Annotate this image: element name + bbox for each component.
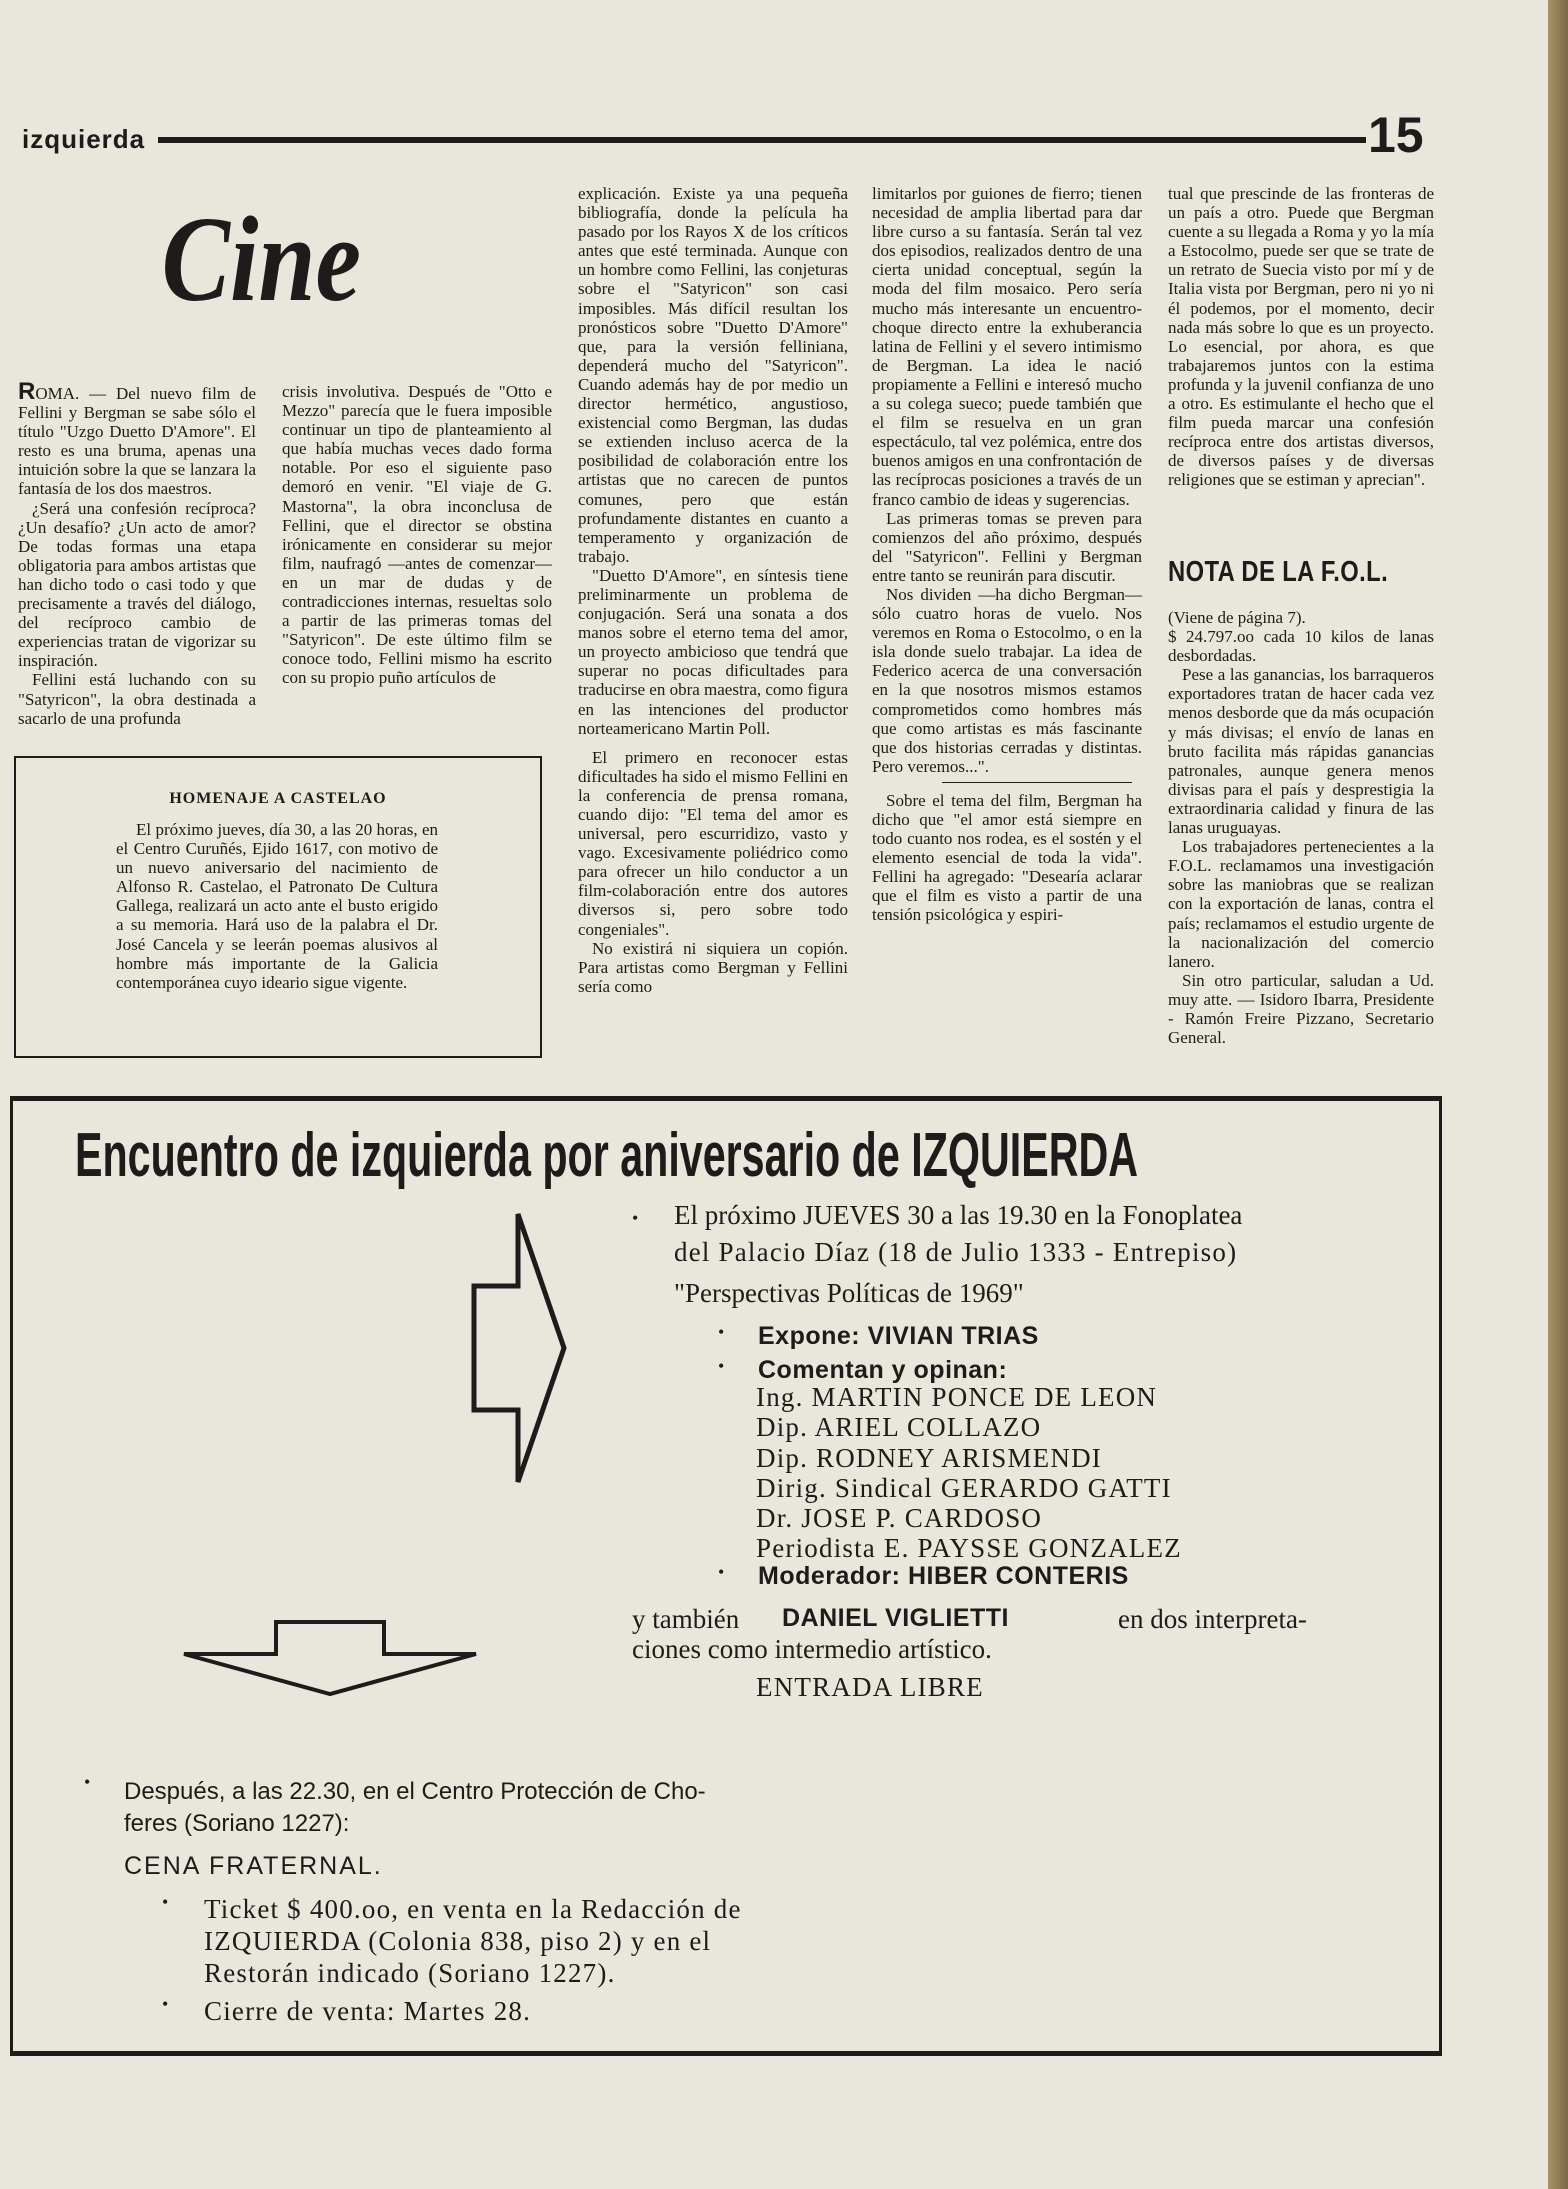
page-number: 15 bbox=[1368, 107, 1424, 163]
article-column-2 bbox=[282, 382, 552, 688]
col1-paragraph-1 bbox=[18, 378, 256, 499]
ticket-deadline: Cierre de venta: Martes 28. bbox=[204, 1996, 532, 2026]
fol-paragraph-2: $ 24.797.oo cada 10 kilos de lanas desbordadas. bbox=[1168, 627, 1434, 666]
fol-paragraph-4: Los trabajadores pertenecientes a la F.O.L. reclamamos una investigación sobre las maniobras que se realizan con la exportación de lanas, contra el país; reclamamos el estudio urgente de la nacionalización del comercio lanero. bbox=[1168, 837, 1434, 971]
fol-heading: NOTA DE LA F.O.L. bbox=[1168, 556, 1389, 588]
homenaje-box bbox=[14, 756, 542, 1058]
section-name: izquierda bbox=[22, 124, 146, 154]
bullet-icon: • bbox=[162, 1994, 169, 2014]
page-edge bbox=[1548, 0, 1568, 2189]
fol-paragraph-3: Pese a las ganancias, los barraqueros exportadores tratan de hacer cada vez menos desborde que da más ocupación y más divisas; el envío de lanas en bruto facilita más rápidas ganancias patronales, aunque genera menos divisas para el país y desprestigia la extraordinaria calidad y finura de las lanas uruguayas. bbox=[1168, 665, 1434, 838]
also-detail-2: ciones como intermedio artístico. bbox=[632, 1634, 992, 1664]
ticket-line-3: Restorán indicado (Soriano 1227). bbox=[204, 1958, 616, 1988]
bullet-icon: • bbox=[718, 1356, 725, 1376]
cine-logo-text: Cine bbox=[161, 196, 361, 324]
fol-paragraph-1: (Viene de página 7). bbox=[1168, 608, 1306, 627]
event-line-1: El próximo JUEVES 30 a las 19.30 en la Fonoplatea bbox=[674, 1200, 1243, 1230]
also-performer: DANIEL VIGLIETTI bbox=[782, 1604, 1009, 1632]
event-theme: "Perspectivas Políticas de 1969" bbox=[674, 1278, 1024, 1308]
col2-paragraph-1: crisis involutiva. Después de "Otto e Mezzo" parecía que le fuera imposible continuar un tipo de planteamiento al que había muchas veces dado forma notable. Por eso el siguiente paso demoró en venir. "El viaje de G. Mastorna", la obra inconclusa de Fellini, que el director se obstina irónicamente en considerar su mejor film, naufragó —antes de comenzar— en un mar de dudas y de contradicciones internas, resueltas solo a partir de las primeras tomas del "Satyricon". De este último film se conoce todo, Fellini mismo ha escrito con su propio puño artículos de bbox=[282, 382, 552, 688]
dinner-title: CENA FRATERNAL. bbox=[124, 1852, 383, 1880]
fol-paragraph-5: Sin otro particular, saludan a Ud. muy atte. — Isidoro Ibarra, Presidente - Ramón Freire Pizzano, Secretario General. bbox=[1168, 970, 1434, 1048]
col3-paragraph-4: No existirá ni siquiera un copión. Para artistas como Bergman y Fellini sería como bbox=[578, 938, 848, 996]
event-moderator: Moderador: HIBER CONTERIS bbox=[758, 1562, 1129, 1590]
col5-paragraph-1: tual que prescinde de las fronteras de un país a otro. Puede que Bergman cuente a su llegada a Roma y yo la mía a Estocolmo, puede ser que se trate de un retrato de Suecia visto por mí y de Italia vista por Bergman, pero ni yo ni él podemos, por el momento, decir nada más sobre lo que es un proyecto. Lo esencial, por ahora, es que trabajaremos juntos con la estima profunda y la juvenil confianza de uno a otro. Es estimulante el hecho que el film pueda marcar una confesión recíproca entre dos artistas diversos, de diversos países y de diversas religiones que se estiman y aprecian". bbox=[1168, 184, 1434, 490]
panelist: Dip. ARIEL COLLAZO bbox=[756, 1412, 1042, 1442]
article-column-5 bbox=[1168, 184, 1434, 490]
event-title: Encuentro de izquierda por aniversario de IZQUIERDA bbox=[75, 1121, 1139, 1190]
masthead-rule bbox=[158, 137, 1366, 143]
col3-paragraph-2: "Duetto D'Amore", en síntesis tiene preliminarmente un problema de conjugación. Será una sonata a dos manos sobre el eterno tema del amor, un proyecto ambicioso que tendrá que superar no pocas dificultades para traducirse en obra maestra, como figura en las intenciones del productor norteamericano Martin Poll. bbox=[578, 565, 848, 738]
article-column-3 bbox=[578, 184, 848, 996]
article-column-4 bbox=[872, 184, 1142, 925]
homenaje-text: El próximo jueves, día 30, a las 20 horas, en el Centro Curuñés, Ejido 1617, con motivo de un nuevo aniversario del nacimiento de Alfonso R. Castelao, el Patronato De Cultura Gallega, realizará un acto ante el busto erigido a su memoria. Hará uso de la palabra el Dr. José Cancela y se leerán poemas alusivos al hombre más importante de la Galicia contemporánea cuyo ideario sigue vigente. bbox=[116, 820, 438, 992]
event-commentators-label: Comentan y opinan: bbox=[758, 1356, 1008, 1384]
col4-paragraph-1: limitarlos por guiones de fierro; tienen necesidad de amplia libertad para dar libre curso a su fantasía. Serán tal vez dos episodios, realizados dentro de una cierta unidad conceptual, según la moda del film mosaico. Pero sería mucho más interesante un encuentro-choque directo entre la exhuberancia latina de Fellini y el severo intimismo de Bergman. La idea le nació propiamente a Fellini e interesó mucho a su colega sueco; puede también que el film se resuelva en un gran espectáculo, tal vez polémica, entre dos buenos amigos en una confrontación de las recíprocas posiciones a través de un franco cambio de ideas y sugerencias. bbox=[872, 184, 1142, 509]
ticket-line-2: IZQUIERDA (Colonia 838, piso 2) y en el bbox=[204, 1926, 712, 1956]
panelist: Dirig. Sindical GERARDO GATTI bbox=[756, 1473, 1172, 1503]
event-line-2: del Palacio Díaz (18 de Julio 1333 - Entrepiso) bbox=[674, 1237, 1238, 1267]
col3-paragraph-1: explicación. Existe ya una pequeña bibliografía, donde la película ha pasado por los Rayos X de los críticos antes que esté terminada. Aunque con un hombre como Fellini, las conjeturas sobre el "Satyricon" son casi imposibles. Más difícil resultan los pronósticos sobre "Duetto D'Amore" que, para la versión felliniana, dependerá mucho del "Satyricon". Cuando además hay de por medio un director hermético, angustioso, existencial como Bergman, las dudas se extienden incluso acerca de la posibilidad de colaboración entre los artistas que no carecen de puntos comunes, pero que están profundamente distantes en cuanto a temperamento y organización de trabajo. bbox=[578, 184, 848, 566]
also-intro: y también bbox=[632, 1604, 740, 1634]
down-arrow-outline-icon bbox=[180, 1618, 480, 1698]
col1-paragraph-2: ¿Será una confesión recíproca? ¿Un desafío? ¿Un acto de amor? De todas formas una etapa obligatoria para ambos artistas que han dicho todo o casi todo y que precisamente a través del diálogo, del recíproco cambio de experiencias tratan de vigorizar su inspiración. bbox=[18, 498, 256, 671]
col4-paragraph-2: Las primeras tomas se preven para comienzos del año próximo, después del "Satyricon". Fellini y Bergman entre tanto se reunirán para discutir. bbox=[872, 508, 1142, 585]
cine-logo bbox=[160, 196, 396, 324]
homenaje-title: HOMENAJE A CASTELAO bbox=[169, 790, 387, 807]
panelist: Ing. MARTIN PONCE DE LEON bbox=[756, 1382, 1158, 1412]
col1-paragraph-3: Fellini está luchando con su "Satyricon", la obra destinada a sacarlo de una profunda bbox=[18, 670, 256, 728]
article-column-1 bbox=[18, 378, 256, 728]
ticket-line-1: Ticket $ 400.oo, en venta en la Redacción de bbox=[204, 1894, 742, 1924]
event-speaker: Expone: VIVIAN TRIAS bbox=[758, 1322, 1039, 1350]
dinner-line-1: Después, a las 22.30, en el Centro Protección de Cho- bbox=[124, 1778, 706, 1805]
col3-paragraph-3: El primero en reconocer estas dificultades ha sido el mismo Fellini en la conferencia de prensa romana, cuando dijo: "El tema del amor es universal, pero escurridizo, vasto y vago. Excesivamente poliédrico como para ofrecer un hilo conductor a un film-colaboración entre dos autores diversos si, pero sobre todo congeniales". bbox=[578, 747, 848, 939]
panelist: Dip. RODNEY ARISMENDI bbox=[756, 1443, 1102, 1473]
free-entry: ENTRADA LIBRE bbox=[756, 1672, 984, 1702]
also-detail-1: en dos interpreta- bbox=[1118, 1604, 1307, 1634]
bullet-icon: • bbox=[718, 1562, 725, 1582]
bullet-icon: • bbox=[162, 1892, 169, 1912]
panelist: Periodista E. PAYSSE GONZALEZ bbox=[756, 1533, 1182, 1563]
col1-paragraph-1-text: OMA. — Del nuevo film de Fellini y Bergman se sabe sólo el título "Uzgo Duetto D'Amore". El resto es una bruma, apenas una intuición sobre la que se lanzara la fantasía de los dos maestros. bbox=[18, 384, 256, 499]
right-arrow-outline-icon bbox=[470, 1210, 570, 1490]
panelist: Dr. JOSE P. CARDOSO bbox=[756, 1503, 1043, 1533]
fol-note bbox=[1168, 608, 1434, 1047]
column-divider bbox=[942, 782, 1132, 783]
col4-paragraph-4: Sobre el tema del film, Bergman ha dicho que "el amor está siempre en todo cuanto nos rodea, es el sostén y el elemento esencial de toda la vida". Fellini ha agregado: "Desearía aclarar que el film es visto a partir de una tensión psicológica y espiri- bbox=[872, 790, 1142, 925]
bullet-icon: • bbox=[632, 1208, 639, 1228]
col4-paragraph-3: Nos dividen —ha dicho Bergman— sólo cuatro horas de vuelo. Nos veremos en Roma o Estocolmo, o en la isla donde suelo trabajar. La idea de Federico acerca de una conversación en la que nosotros mismos estamos comprometidos como hombres más que como artistas es más fascinante que dos historias cerradas y distintas. Pero veremos...". bbox=[872, 584, 1142, 776]
drop-cap: R bbox=[18, 378, 36, 405]
bullet-icon: • bbox=[84, 1772, 91, 1792]
dinner-line-2: feres (Soriano 1227): bbox=[124, 1810, 350, 1837]
bullet-icon: • bbox=[718, 1322, 725, 1342]
